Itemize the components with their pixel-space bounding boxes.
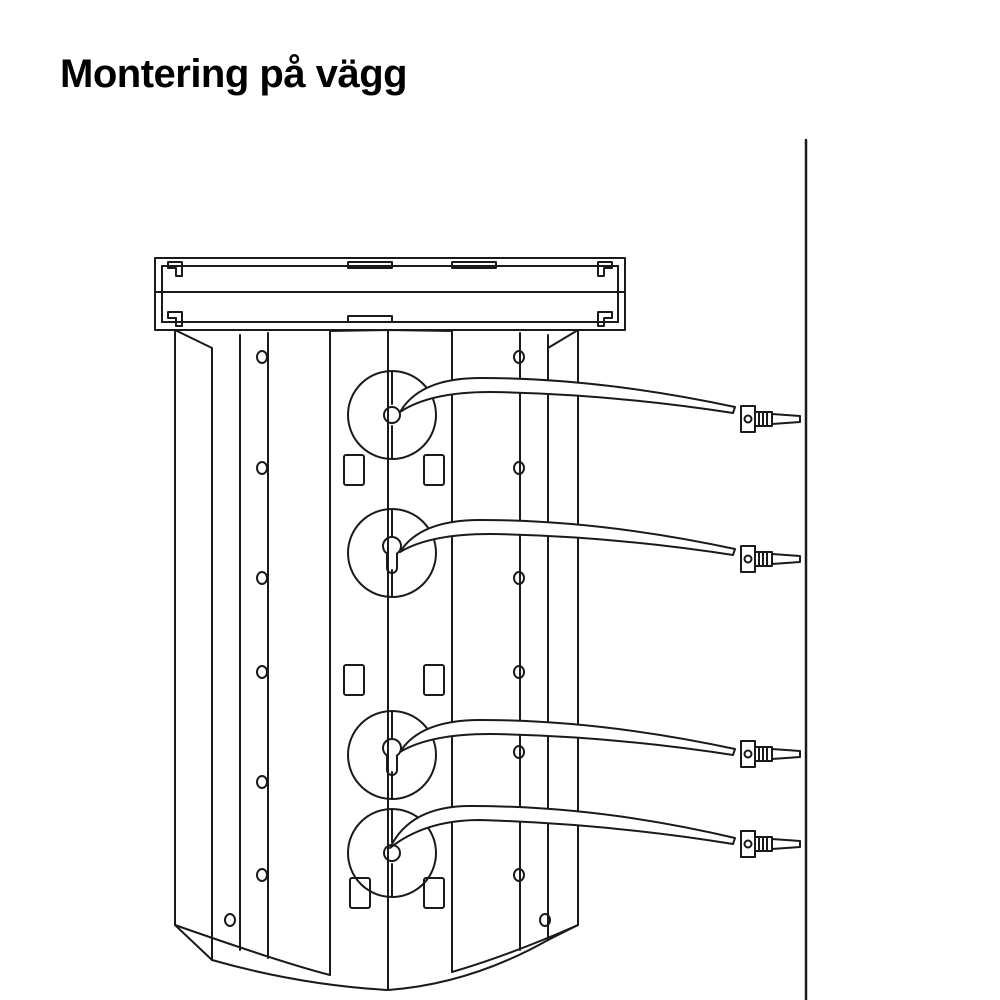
alignment-arrow-4 [390, 806, 735, 848]
keyhole-mount-3 [348, 711, 436, 799]
wall-screw-3 [741, 741, 800, 767]
keyhole-mount-2 [348, 509, 436, 597]
wall-screw-1 [741, 406, 800, 432]
page-title: Montering på vägg [60, 52, 408, 96]
alignment-arrow-1 [400, 378, 735, 413]
keyhole-mount-1 [348, 371, 436, 459]
alignment-arrow-2 [400, 520, 735, 555]
wall-screw-2 [741, 546, 800, 572]
wall-screw-4 [741, 831, 800, 857]
cabinet-body [175, 330, 578, 990]
cabinet-top-panel [155, 258, 625, 330]
alignment-arrow-3 [400, 720, 735, 755]
